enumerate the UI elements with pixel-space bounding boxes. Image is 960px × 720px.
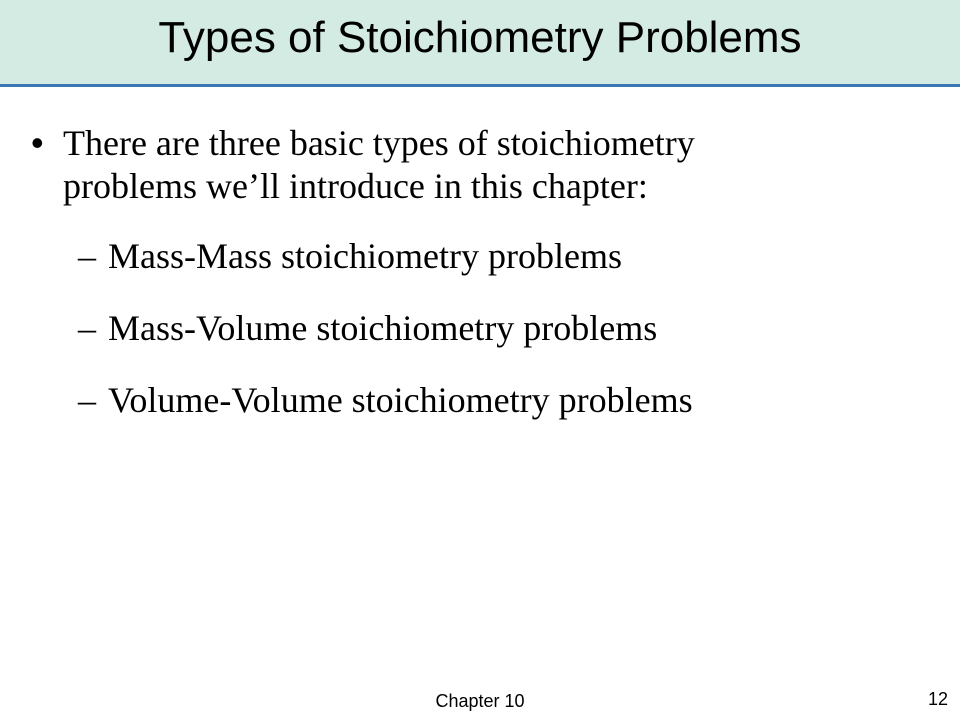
slide-title: Types of Stoichiometry Problems [158,13,802,62]
sub-item-mass-volume [78,308,657,348]
sub-item-dash: – [78,236,96,276]
sub-item-dash: – [78,380,96,420]
bullet-marker: • [31,122,44,163]
bullet-text-line-1: There are three basic types of stoichiometry [63,123,695,163]
sub-item-text: Volume-Volume stoichiometry problems [108,380,693,420]
sub-item-text: Mass-Mass stoichiometry problems [108,236,622,276]
sub-item-volume-volume [78,380,693,420]
footer-chapter: Chapter 10 [435,691,525,711]
sub-item-dash: – [78,308,96,348]
page-number: 12 [927,689,948,709]
sub-item-text: Mass-Volume stoichiometry problems [108,308,658,348]
sub-item-mass-mass [78,236,622,276]
bullet-text-line-2: problems we’ll introduce in this chapter: [63,166,648,206]
